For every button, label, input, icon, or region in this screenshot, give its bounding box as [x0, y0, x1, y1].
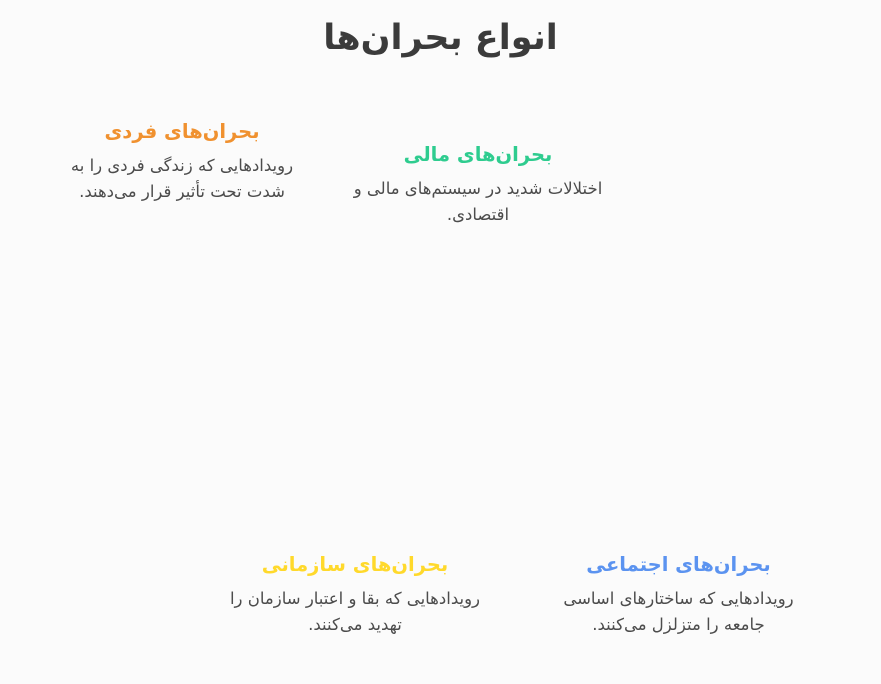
text-block-financial [343, 143, 613, 228]
heading-organizational: بحران‌های سازمانی [261, 553, 449, 576]
desc-social: رویدادهایی که ساختارهای اساسی جامعه را متزلزل می‌کنند. [563, 589, 794, 634]
text-block-social [546, 553, 811, 638]
heading-financial: بحران‌های مالی [403, 143, 553, 166]
text-block-organizational [225, 553, 485, 638]
page-title: انواع بحران‌ها [323, 18, 558, 58]
heading-personal: بحران‌های فردی [104, 120, 260, 143]
desc-financial: اختلالات شدید در سیستم‌های مالی و اقتصادی. [353, 179, 603, 224]
chain-diagram [0, 262, 881, 512]
heading-social: بحران‌های اجتماعی [586, 553, 771, 576]
desc-personal: رویدادهایی که زندگی فردی را به شدت تحت تأثیر قرار می‌دهند. [70, 156, 294, 201]
desc-organizational: رویدادهایی که بقا و اعتبار سازمان را تهدید می‌کنند. [229, 589, 481, 634]
text-block-personal [51, 120, 313, 205]
